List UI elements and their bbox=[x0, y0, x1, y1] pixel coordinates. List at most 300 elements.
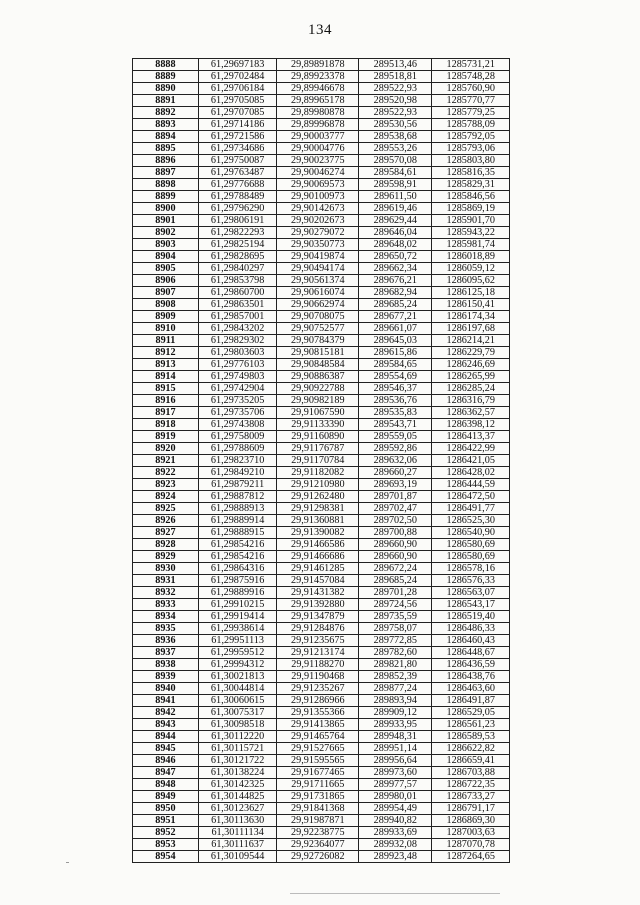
table-row bbox=[133, 107, 510, 119]
x-coordinate-cell: 289584,65 bbox=[359, 359, 432, 371]
y-coordinate-cell: 1286422,99 bbox=[432, 443, 510, 455]
longitude-cell: 29,90003777 bbox=[277, 131, 359, 143]
latitude-cell: 61,29853798 bbox=[198, 275, 277, 287]
y-coordinate-cell: 1286529,05 bbox=[432, 707, 510, 719]
point-number-cell: 8945 bbox=[133, 743, 199, 755]
latitude-cell: 61,29702484 bbox=[198, 71, 277, 83]
x-coordinate-cell: 289584,61 bbox=[359, 167, 432, 179]
y-coordinate-cell: 1286722,35 bbox=[432, 779, 510, 791]
table-row bbox=[133, 311, 510, 323]
table-row bbox=[133, 275, 510, 287]
longitude-cell: 29,90419874 bbox=[277, 251, 359, 263]
latitude-cell: 61,29735706 bbox=[198, 407, 277, 419]
latitude-cell: 61,29919414 bbox=[198, 611, 277, 623]
longitude-cell: 29,92364077 bbox=[277, 839, 359, 851]
table-row bbox=[133, 167, 510, 179]
longitude-cell: 29,89923378 bbox=[277, 71, 359, 83]
x-coordinate-cell: 289758,07 bbox=[359, 623, 432, 635]
latitude-cell: 61,29854216 bbox=[198, 551, 277, 563]
latitude-cell: 61,29994312 bbox=[198, 659, 277, 671]
table-row bbox=[133, 443, 510, 455]
point-number-cell: 8910 bbox=[133, 323, 199, 335]
table-row bbox=[133, 59, 510, 71]
x-coordinate-cell: 289685,24 bbox=[359, 299, 432, 311]
latitude-cell: 61,29803603 bbox=[198, 347, 277, 359]
point-number-cell: 8950 bbox=[133, 803, 199, 815]
y-coordinate-cell: 1286150,41 bbox=[432, 299, 510, 311]
latitude-cell: 61,29888915 bbox=[198, 527, 277, 539]
y-coordinate-cell: 1286519,40 bbox=[432, 611, 510, 623]
point-number-cell: 8921 bbox=[133, 455, 199, 467]
y-coordinate-cell: 1286448,67 bbox=[432, 647, 510, 659]
longitude-cell: 29,91413865 bbox=[277, 719, 359, 731]
x-coordinate-cell: 289530,56 bbox=[359, 119, 432, 131]
table-row bbox=[133, 527, 510, 539]
x-coordinate-cell: 289559,05 bbox=[359, 431, 432, 443]
longitude-cell: 29,90279072 bbox=[277, 227, 359, 239]
y-coordinate-cell: 1286125,18 bbox=[432, 287, 510, 299]
latitude-cell: 61,29776688 bbox=[198, 179, 277, 191]
y-coordinate-cell: 1286491,87 bbox=[432, 695, 510, 707]
x-coordinate-cell: 289611,50 bbox=[359, 191, 432, 203]
latitude-cell: 61,29742904 bbox=[198, 383, 277, 395]
longitude-cell: 29,90752577 bbox=[277, 323, 359, 335]
latitude-cell: 61,29705085 bbox=[198, 95, 277, 107]
point-number-cell: 8934 bbox=[133, 611, 199, 623]
y-coordinate-cell: 1286580,69 bbox=[432, 539, 510, 551]
x-coordinate-cell: 289701,28 bbox=[359, 587, 432, 599]
table-row bbox=[133, 287, 510, 299]
longitude-cell: 29,91355366 bbox=[277, 707, 359, 719]
y-coordinate-cell: 1286561,23 bbox=[432, 719, 510, 731]
longitude-cell: 29,92238775 bbox=[277, 827, 359, 839]
table-row bbox=[133, 719, 510, 731]
x-coordinate-cell: 289672,24 bbox=[359, 563, 432, 575]
longitude-cell: 29,90023775 bbox=[277, 155, 359, 167]
table-row bbox=[133, 791, 510, 803]
latitude-cell: 61,29707085 bbox=[198, 107, 277, 119]
y-coordinate-cell: 1285792,05 bbox=[432, 131, 510, 143]
point-number-cell: 8933 bbox=[133, 599, 199, 611]
latitude-cell: 61,30060615 bbox=[198, 695, 277, 707]
longitude-cell: 29,91190468 bbox=[277, 671, 359, 683]
table-row bbox=[133, 323, 510, 335]
y-coordinate-cell: 1285943,22 bbox=[432, 227, 510, 239]
point-number-cell: 8937 bbox=[133, 647, 199, 659]
x-coordinate-cell: 289522,93 bbox=[359, 83, 432, 95]
point-number-cell: 8889 bbox=[133, 71, 199, 83]
point-number-cell: 8901 bbox=[133, 215, 199, 227]
longitude-cell: 29,91188270 bbox=[277, 659, 359, 671]
y-coordinate-cell: 1286543,17 bbox=[432, 599, 510, 611]
latitude-cell: 61,29788609 bbox=[198, 443, 277, 455]
latitude-cell: 61,29758009 bbox=[198, 431, 277, 443]
coordinates-table-body bbox=[133, 59, 510, 863]
y-coordinate-cell: 1286398,12 bbox=[432, 419, 510, 431]
point-number-cell: 8917 bbox=[133, 407, 199, 419]
y-coordinate-cell: 1286436,59 bbox=[432, 659, 510, 671]
point-number-cell: 8919 bbox=[133, 431, 199, 443]
longitude-cell: 29,90494174 bbox=[277, 263, 359, 275]
x-coordinate-cell: 289629,44 bbox=[359, 215, 432, 227]
point-number-cell: 8894 bbox=[133, 131, 199, 143]
longitude-cell: 29,91527665 bbox=[277, 743, 359, 755]
table-row bbox=[133, 179, 510, 191]
table-row bbox=[133, 539, 510, 551]
longitude-cell: 29,90848584 bbox=[277, 359, 359, 371]
y-coordinate-cell: 1286703,88 bbox=[432, 767, 510, 779]
latitude-cell: 61,29749803 bbox=[198, 371, 277, 383]
latitude-cell: 61,29889916 bbox=[198, 587, 277, 599]
x-coordinate-cell: 289923,48 bbox=[359, 851, 432, 863]
x-coordinate-cell: 289513,46 bbox=[359, 59, 432, 71]
point-number-cell: 8920 bbox=[133, 443, 199, 455]
table-row bbox=[133, 743, 510, 755]
point-number-cell: 8953 bbox=[133, 839, 199, 851]
y-coordinate-cell: 1286285,24 bbox=[432, 383, 510, 395]
x-coordinate-cell: 289522,93 bbox=[359, 107, 432, 119]
point-number-cell: 8916 bbox=[133, 395, 199, 407]
point-number-cell: 8903 bbox=[133, 239, 199, 251]
x-coordinate-cell: 289693,19 bbox=[359, 479, 432, 491]
longitude-cell: 29,91431382 bbox=[277, 587, 359, 599]
x-coordinate-cell: 289535,83 bbox=[359, 407, 432, 419]
x-coordinate-cell: 289676,21 bbox=[359, 275, 432, 287]
y-coordinate-cell: 1285760,90 bbox=[432, 83, 510, 95]
longitude-cell: 29,91390082 bbox=[277, 527, 359, 539]
y-coordinate-cell: 1286463,60 bbox=[432, 683, 510, 695]
point-number-cell: 8895 bbox=[133, 143, 199, 155]
latitude-cell: 61,29806191 bbox=[198, 215, 277, 227]
table-row bbox=[133, 707, 510, 719]
point-number-cell: 8927 bbox=[133, 527, 199, 539]
longitude-cell: 29,91841368 bbox=[277, 803, 359, 815]
table-row bbox=[133, 611, 510, 623]
x-coordinate-cell: 289650,72 bbox=[359, 251, 432, 263]
point-number-cell: 8936 bbox=[133, 635, 199, 647]
x-coordinate-cell: 289701,87 bbox=[359, 491, 432, 503]
longitude-cell: 29,91182082 bbox=[277, 467, 359, 479]
point-number-cell: 8897 bbox=[133, 167, 199, 179]
point-number-cell: 8951 bbox=[133, 815, 199, 827]
x-coordinate-cell: 289933,95 bbox=[359, 719, 432, 731]
point-number-cell: 8942 bbox=[133, 707, 199, 719]
latitude-cell: 61,29864316 bbox=[198, 563, 277, 575]
table-row bbox=[133, 635, 510, 647]
point-number-cell: 8944 bbox=[133, 731, 199, 743]
point-number-cell: 8898 bbox=[133, 179, 199, 191]
longitude-cell: 29,91262480 bbox=[277, 491, 359, 503]
x-coordinate-cell: 289977,57 bbox=[359, 779, 432, 791]
latitude-cell: 61,30142325 bbox=[198, 779, 277, 791]
x-coordinate-cell: 289973,60 bbox=[359, 767, 432, 779]
latitude-cell: 61,30044814 bbox=[198, 683, 277, 695]
x-coordinate-cell: 289661,07 bbox=[359, 323, 432, 335]
table-row bbox=[133, 671, 510, 683]
point-number-cell: 8908 bbox=[133, 299, 199, 311]
y-coordinate-cell: 1286580,69 bbox=[432, 551, 510, 563]
x-coordinate-cell: 289619,46 bbox=[359, 203, 432, 215]
table-row bbox=[133, 71, 510, 83]
longitude-cell: 29,90982189 bbox=[277, 395, 359, 407]
y-coordinate-cell: 1286460,43 bbox=[432, 635, 510, 647]
table-row bbox=[133, 299, 510, 311]
y-coordinate-cell: 1286472,50 bbox=[432, 491, 510, 503]
latitude-cell: 61,29750087 bbox=[198, 155, 277, 167]
x-coordinate-cell: 289852,39 bbox=[359, 671, 432, 683]
longitude-cell: 29,91067590 bbox=[277, 407, 359, 419]
y-coordinate-cell: 1287070,78 bbox=[432, 839, 510, 851]
x-coordinate-cell: 289660,90 bbox=[359, 551, 432, 563]
x-coordinate-cell: 289543,71 bbox=[359, 419, 432, 431]
latitude-cell: 61,29938614 bbox=[198, 623, 277, 635]
longitude-cell: 29,90886387 bbox=[277, 371, 359, 383]
table-row bbox=[133, 827, 510, 839]
point-number-cell: 8932 bbox=[133, 587, 199, 599]
y-coordinate-cell: 1286791,17 bbox=[432, 803, 510, 815]
latitude-cell: 61,30115721 bbox=[198, 743, 277, 755]
table-row bbox=[133, 191, 510, 203]
table-row bbox=[133, 839, 510, 851]
y-coordinate-cell: 1286059,12 bbox=[432, 263, 510, 275]
y-coordinate-cell: 1286438,76 bbox=[432, 671, 510, 683]
longitude-cell: 29,91466586 bbox=[277, 539, 359, 551]
table-row bbox=[133, 155, 510, 167]
table-row bbox=[133, 263, 510, 275]
table-row bbox=[133, 551, 510, 563]
latitude-cell: 61,29843202 bbox=[198, 323, 277, 335]
point-number-cell: 8931 bbox=[133, 575, 199, 587]
latitude-cell: 61,30098518 bbox=[198, 719, 277, 731]
latitude-cell: 61,29840297 bbox=[198, 263, 277, 275]
point-number-cell: 8943 bbox=[133, 719, 199, 731]
longitude-cell: 29,91457084 bbox=[277, 575, 359, 587]
table-row bbox=[133, 731, 510, 743]
y-coordinate-cell: 1286733,27 bbox=[432, 791, 510, 803]
table-row bbox=[133, 455, 510, 467]
longitude-cell: 29,89980878 bbox=[277, 107, 359, 119]
point-number-cell: 8946 bbox=[133, 755, 199, 767]
table-row bbox=[133, 371, 510, 383]
table-row bbox=[133, 95, 510, 107]
y-coordinate-cell: 1286413,37 bbox=[432, 431, 510, 443]
y-coordinate-cell: 1285869,19 bbox=[432, 203, 510, 215]
longitude-cell: 29,90069573 bbox=[277, 179, 359, 191]
longitude-cell: 29,91595565 bbox=[277, 755, 359, 767]
longitude-cell: 29,91170784 bbox=[277, 455, 359, 467]
x-coordinate-cell: 289660,90 bbox=[359, 539, 432, 551]
x-coordinate-cell: 289646,04 bbox=[359, 227, 432, 239]
longitude-cell: 29,89996878 bbox=[277, 119, 359, 131]
point-number-cell: 8913 bbox=[133, 359, 199, 371]
y-coordinate-cell: 1287264,65 bbox=[432, 851, 510, 863]
table-row bbox=[133, 227, 510, 239]
latitude-cell: 61,29910215 bbox=[198, 599, 277, 611]
longitude-cell: 29,91347879 bbox=[277, 611, 359, 623]
x-coordinate-cell: 289660,27 bbox=[359, 467, 432, 479]
x-coordinate-cell: 289956,64 bbox=[359, 755, 432, 767]
x-coordinate-cell: 289951,14 bbox=[359, 743, 432, 755]
table-row bbox=[133, 419, 510, 431]
table-row bbox=[133, 83, 510, 95]
y-coordinate-cell: 1286428,02 bbox=[432, 467, 510, 479]
table-row bbox=[133, 359, 510, 371]
point-number-cell: 8896 bbox=[133, 155, 199, 167]
coordinates-table bbox=[132, 58, 510, 863]
latitude-cell: 61,30111637 bbox=[198, 839, 277, 851]
y-coordinate-cell: 1286229,79 bbox=[432, 347, 510, 359]
x-coordinate-cell: 289662,34 bbox=[359, 263, 432, 275]
latitude-cell: 61,29788489 bbox=[198, 191, 277, 203]
longitude-cell: 29,91284876 bbox=[277, 623, 359, 635]
point-number-cell: 8900 bbox=[133, 203, 199, 215]
longitude-cell: 29,91465764 bbox=[277, 731, 359, 743]
y-coordinate-cell: 1286095,62 bbox=[432, 275, 510, 287]
latitude-cell: 61,29796290 bbox=[198, 203, 277, 215]
table-row bbox=[133, 767, 510, 779]
latitude-cell: 61,30138224 bbox=[198, 767, 277, 779]
point-number-cell: 8952 bbox=[133, 827, 199, 839]
y-coordinate-cell: 1285770,77 bbox=[432, 95, 510, 107]
longitude-cell: 29,92726082 bbox=[277, 851, 359, 863]
point-number-cell: 8904 bbox=[133, 251, 199, 263]
latitude-cell: 61,29776103 bbox=[198, 359, 277, 371]
longitude-cell: 29,89891878 bbox=[277, 59, 359, 71]
table-row bbox=[133, 659, 510, 671]
point-number-cell: 8930 bbox=[133, 563, 199, 575]
latitude-cell: 61,29860700 bbox=[198, 287, 277, 299]
y-coordinate-cell: 1286265,99 bbox=[432, 371, 510, 383]
x-coordinate-cell: 289772,85 bbox=[359, 635, 432, 647]
x-coordinate-cell: 289940,82 bbox=[359, 815, 432, 827]
x-coordinate-cell: 289782,60 bbox=[359, 647, 432, 659]
table-row bbox=[133, 467, 510, 479]
point-number-cell: 8912 bbox=[133, 347, 199, 359]
x-coordinate-cell: 289570,08 bbox=[359, 155, 432, 167]
x-coordinate-cell: 289933,69 bbox=[359, 827, 432, 839]
longitude-cell: 29,90922788 bbox=[277, 383, 359, 395]
x-coordinate-cell: 289645,03 bbox=[359, 335, 432, 347]
point-number-cell: 8905 bbox=[133, 263, 199, 275]
point-number-cell: 8892 bbox=[133, 107, 199, 119]
point-number-cell: 8925 bbox=[133, 503, 199, 515]
longitude-cell: 29,91160890 bbox=[277, 431, 359, 443]
table-row bbox=[133, 803, 510, 815]
table-row bbox=[133, 491, 510, 503]
longitude-cell: 29,91466686 bbox=[277, 551, 359, 563]
point-number-cell: 8948 bbox=[133, 779, 199, 791]
longitude-cell: 29,90662974 bbox=[277, 299, 359, 311]
longitude-cell: 29,89946678 bbox=[277, 83, 359, 95]
x-coordinate-cell: 289821,80 bbox=[359, 659, 432, 671]
longitude-cell: 29,91286966 bbox=[277, 695, 359, 707]
latitude-cell: 61,29875916 bbox=[198, 575, 277, 587]
longitude-cell: 29,90202673 bbox=[277, 215, 359, 227]
latitude-cell: 61,29714186 bbox=[198, 119, 277, 131]
longitude-cell: 29,91392880 bbox=[277, 599, 359, 611]
y-coordinate-cell: 1285981,74 bbox=[432, 239, 510, 251]
longitude-cell: 29,90616074 bbox=[277, 287, 359, 299]
table-row bbox=[133, 251, 510, 263]
latitude-cell: 61,29888913 bbox=[198, 503, 277, 515]
x-coordinate-cell: 289909,12 bbox=[359, 707, 432, 719]
latitude-cell: 61,29889914 bbox=[198, 515, 277, 527]
table-row bbox=[133, 203, 510, 215]
latitude-cell: 61,29828695 bbox=[198, 251, 277, 263]
point-number-cell: 8909 bbox=[133, 311, 199, 323]
latitude-cell: 61,29959512 bbox=[198, 647, 277, 659]
latitude-cell: 61,29734686 bbox=[198, 143, 277, 155]
point-number-cell: 8954 bbox=[133, 851, 199, 863]
longitude-cell: 29,91711665 bbox=[277, 779, 359, 791]
table-row bbox=[133, 575, 510, 587]
y-coordinate-cell: 1285779,25 bbox=[432, 107, 510, 119]
y-coordinate-cell: 1286589,53 bbox=[432, 731, 510, 743]
longitude-cell: 29,90350773 bbox=[277, 239, 359, 251]
longitude-cell: 29,90708075 bbox=[277, 311, 359, 323]
table-row bbox=[133, 395, 510, 407]
longitude-cell: 29,91176787 bbox=[277, 443, 359, 455]
table-row bbox=[133, 623, 510, 635]
table-row bbox=[133, 647, 510, 659]
y-coordinate-cell: 1286869,30 bbox=[432, 815, 510, 827]
y-coordinate-cell: 1286421,05 bbox=[432, 455, 510, 467]
x-coordinate-cell: 289702,50 bbox=[359, 515, 432, 527]
latitude-cell: 61,29849210 bbox=[198, 467, 277, 479]
latitude-cell: 61,29825194 bbox=[198, 239, 277, 251]
latitude-cell: 61,29822293 bbox=[198, 227, 277, 239]
x-coordinate-cell: 289877,24 bbox=[359, 683, 432, 695]
x-coordinate-cell: 289648,02 bbox=[359, 239, 432, 251]
point-number-cell: 8911 bbox=[133, 335, 199, 347]
longitude-cell: 29,91360881 bbox=[277, 515, 359, 527]
y-coordinate-cell: 1285731,21 bbox=[432, 59, 510, 71]
latitude-cell: 61,30109544 bbox=[198, 851, 277, 863]
y-coordinate-cell: 1286578,16 bbox=[432, 563, 510, 575]
point-number-cell: 8907 bbox=[133, 287, 199, 299]
x-coordinate-cell: 289893,94 bbox=[359, 695, 432, 707]
latitude-cell: 61,29863501 bbox=[198, 299, 277, 311]
y-coordinate-cell: 1286540,90 bbox=[432, 527, 510, 539]
y-coordinate-cell: 1286362,57 bbox=[432, 407, 510, 419]
table-row bbox=[133, 431, 510, 443]
table-row bbox=[133, 479, 510, 491]
table-row bbox=[133, 563, 510, 575]
y-coordinate-cell: 1286246,69 bbox=[432, 359, 510, 371]
longitude-cell: 29,90784379 bbox=[277, 335, 359, 347]
longitude-cell: 29,90142673 bbox=[277, 203, 359, 215]
table-row bbox=[133, 503, 510, 515]
latitude-cell: 61,29857001 bbox=[198, 311, 277, 323]
point-number-cell: 8923 bbox=[133, 479, 199, 491]
y-coordinate-cell: 1286491,77 bbox=[432, 503, 510, 515]
point-number-cell: 8915 bbox=[133, 383, 199, 395]
x-coordinate-cell: 289554,69 bbox=[359, 371, 432, 383]
longitude-cell: 29,90815181 bbox=[277, 347, 359, 359]
y-coordinate-cell: 1286444,59 bbox=[432, 479, 510, 491]
x-coordinate-cell: 289980,01 bbox=[359, 791, 432, 803]
latitude-cell: 61,30123627 bbox=[198, 803, 277, 815]
x-coordinate-cell: 289553,26 bbox=[359, 143, 432, 155]
longitude-cell: 29,90561374 bbox=[277, 275, 359, 287]
point-number-cell: 8899 bbox=[133, 191, 199, 203]
point-number-cell: 8902 bbox=[133, 227, 199, 239]
y-coordinate-cell: 1285748,28 bbox=[432, 71, 510, 83]
y-coordinate-cell: 1285803,80 bbox=[432, 155, 510, 167]
point-number-cell: 8947 bbox=[133, 767, 199, 779]
point-number-cell: 8949 bbox=[133, 791, 199, 803]
point-number-cell: 8914 bbox=[133, 371, 199, 383]
